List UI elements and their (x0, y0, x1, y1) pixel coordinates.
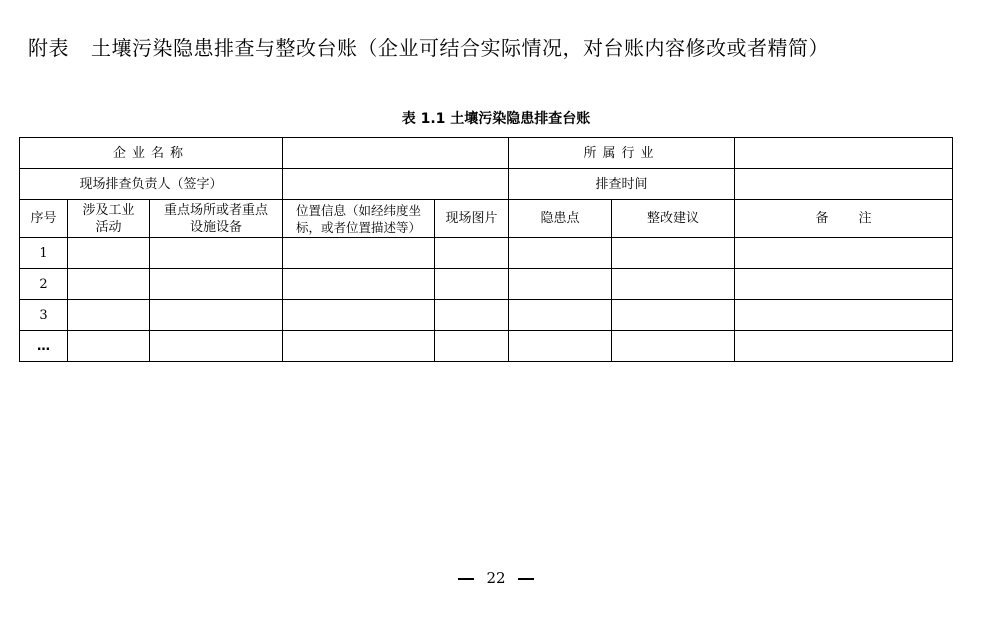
table-cell[interactable] (612, 300, 735, 331)
inspector-row (20, 169, 953, 200)
col-header-location (283, 200, 435, 238)
right-dash (518, 578, 534, 580)
industry-cell[interactable] (735, 138, 953, 169)
company-row (20, 138, 953, 169)
table-cell[interactable] (283, 269, 435, 300)
col-header-activity (68, 200, 150, 238)
table-cell[interactable] (68, 331, 150, 362)
row-seq-ellipsis: … (20, 331, 68, 362)
hazard-ledger-table (19, 137, 953, 362)
column-header-row (20, 200, 953, 238)
table-cell[interactable] (612, 238, 735, 269)
col-header-hazard: 隐患点 (509, 200, 612, 238)
row-seq: 1 (20, 238, 68, 269)
inspector-cell[interactable] (283, 169, 509, 200)
left-dash (458, 578, 474, 580)
table-cell[interactable] (435, 331, 509, 362)
inspection-time-label: 排查时间 (509, 169, 735, 200)
table-cell[interactable] (509, 331, 612, 362)
page-number: 22 (486, 569, 506, 587)
table-cell[interactable] (435, 300, 509, 331)
col-header-location-line2: 标，或者位置描述等） (296, 219, 422, 235)
col-header-site-line2: 设施设备 (190, 219, 243, 235)
table-cell[interactable] (509, 300, 612, 331)
table-cell[interactable] (150, 331, 283, 362)
table-row (20, 300, 953, 331)
table-cell[interactable] (612, 269, 735, 300)
col-header-remark (735, 200, 953, 238)
table-cell[interactable] (68, 300, 150, 331)
col-header-photo: 现场图片 (435, 200, 509, 238)
table-cell[interactable] (68, 238, 150, 269)
industry-label: 所属行业 (509, 138, 735, 169)
row-seq: 3 (20, 300, 68, 331)
table-cell[interactable] (612, 331, 735, 362)
col-header-seq: 序号 (20, 200, 68, 238)
table-row (20, 238, 953, 269)
table-cell[interactable] (509, 238, 612, 269)
row-seq: 2 (20, 269, 68, 300)
table-row (20, 269, 953, 300)
table-cell[interactable] (435, 269, 509, 300)
table-cell[interactable] (283, 238, 435, 269)
table-cell[interactable] (735, 238, 953, 269)
table-caption: 表 1.1 土壤污染隐患排查台账 (401, 111, 591, 127)
col-header-remark-b: 注 (858, 211, 872, 226)
table-cell[interactable] (283, 300, 435, 331)
table-cell[interactable] (435, 238, 509, 269)
col-header-remark-a: 备 (815, 211, 829, 226)
table-cell[interactable] (735, 331, 953, 362)
table-cell[interactable] (150, 269, 283, 300)
appendix-prefix: 附表 (28, 36, 69, 60)
company-name-cell[interactable] (283, 138, 509, 169)
col-header-site-line1: 重点场所或者重点 (164, 202, 269, 218)
page-footer (0, 569, 992, 587)
company-name-label: 企业名称 (20, 138, 283, 169)
table-cell[interactable] (283, 331, 435, 362)
table-cell[interactable] (735, 269, 953, 300)
inspection-time-cell[interactable] (735, 169, 953, 200)
col-header-suggestion: 整改建议 (612, 200, 735, 238)
appendix-title: 土壤污染隐患排查与整改台账（企业可结合实际情况，对台账内容修改或者精简） (91, 36, 829, 60)
table-row (20, 331, 953, 362)
col-header-site (150, 200, 283, 238)
table-cell[interactable] (68, 269, 150, 300)
col-header-activity-line1: 涉及工业 (82, 202, 135, 218)
table-cell[interactable] (150, 238, 283, 269)
table-cell[interactable] (509, 269, 612, 300)
table-cell[interactable] (735, 300, 953, 331)
inspector-label: 现场排查负责人（签字） (20, 169, 283, 200)
appendix-heading (28, 32, 829, 61)
table-cell[interactable] (150, 300, 283, 331)
col-header-activity-line2: 活动 (95, 219, 122, 235)
col-header-location-line1: 位置信息（如经纬度坐 (296, 202, 422, 218)
